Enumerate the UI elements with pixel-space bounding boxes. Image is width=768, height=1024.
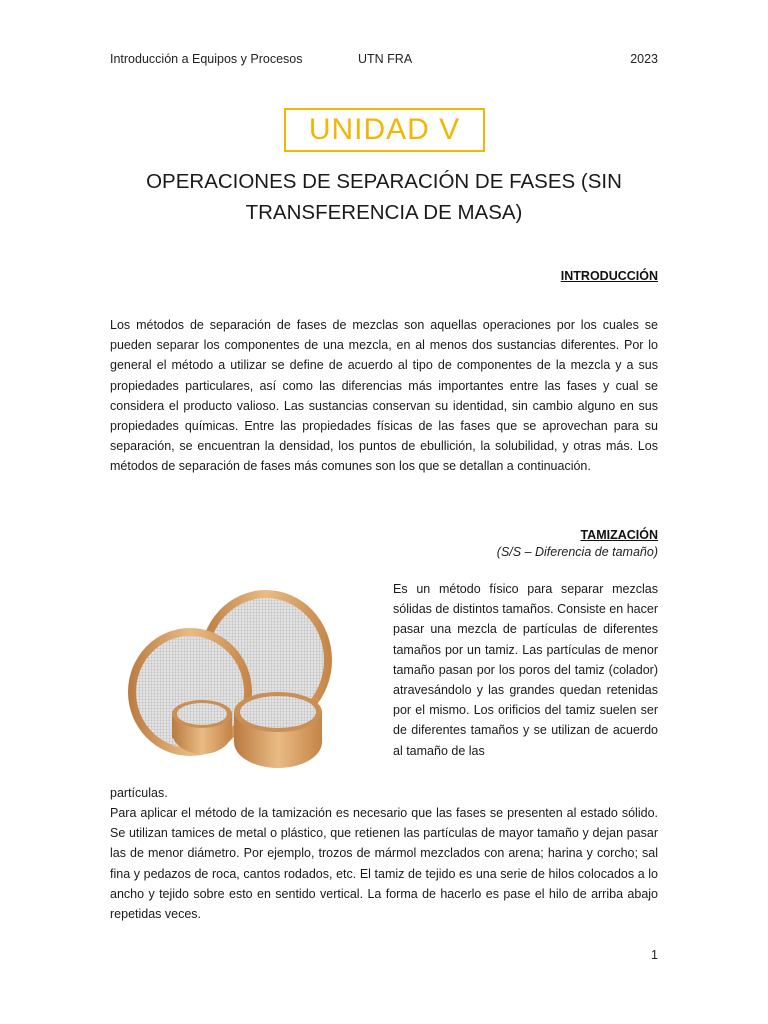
header-course: Introducción a Equipos y Procesos: [110, 52, 303, 66]
header-year: 2023: [630, 52, 658, 66]
intro-heading: INTRODUCCIÓN: [560, 269, 658, 283]
tamizacion-paragraph-full: Para aplicar el método de la tamización es necesario que las fases se presenten al estado sólido. Se utilizan tamices de metal o plástico, que retienen las partículas de mayor tamaño y dejan pasar las de menor diámetro. Por ejemplo, trozos de mármol mezclados con arena; harina y corcho; sal fina y pedazos de roca, cantos rodados, etc. El tamiz de tejido es una serie de hilos colocados a lo ancho y tejido sobre esto en sentido vertical. La forma de hacerlo es pase el hilo de arriba abajo repetidas veces.: [110, 806, 658, 922]
page-number: 1: [651, 948, 658, 962]
page-title: OPERACIONES DE SEPARACIÓN DE FASES (SIN TRANSFERENCIA DE MASA): [146, 170, 622, 224]
header-institution: UTN FRA: [358, 52, 413, 66]
tamizacion-heading: TAMIZACIÓN: [580, 528, 658, 542]
tamizacion-paragraph-tail: partículas.: [110, 786, 168, 800]
unit-label-text: UNIDAD V: [308, 113, 461, 146]
tamizacion-paragraph-right: Es un método físico para separar mezclas sólidas de distintos tamaños. Consiste en hacer pasar una mezcla de partículas de diferentes tamaños por un tamiz. Las partículas de menor tamaño pasan por los poros del tamiz (colador) atravesándolo y las grandes quedan retenidas por el mismo. Los orificios del tamiz suelen ser de diferentes tamaños y se utilizan de acuerdo al tamaño de las: [393, 582, 658, 758]
unit-label: [284, 108, 485, 152]
tamizacion-subtitle: (S/S – Diferencia de tamaño): [496, 545, 658, 559]
sieves-image: [118, 582, 380, 778]
intro-paragraph: Los métodos de separación de fases de mezclas son aquellas operaciones por los cuales se pueden separar los componentes de una mezcla, en al menos dos sustancias diferentes. Por lo general el método a utilizar se define de acuerdo al tipo de componentes de la mezcla y a sus propiedades particulares, así como las diferencias más importantes entre las fases y cual se considera el producto valioso. Las sustancias conservan su identidad, sin cambio alguno en sus propiedades químicas. Entre las propiedades físicas de las fases que se aprovechan para su separación, se encuentran la densidad, los puntos de ebullición, la solubilidad, y otras más. Los métodos de separación de fases más comunes son los que se detallan a continuación.: [110, 318, 658, 474]
